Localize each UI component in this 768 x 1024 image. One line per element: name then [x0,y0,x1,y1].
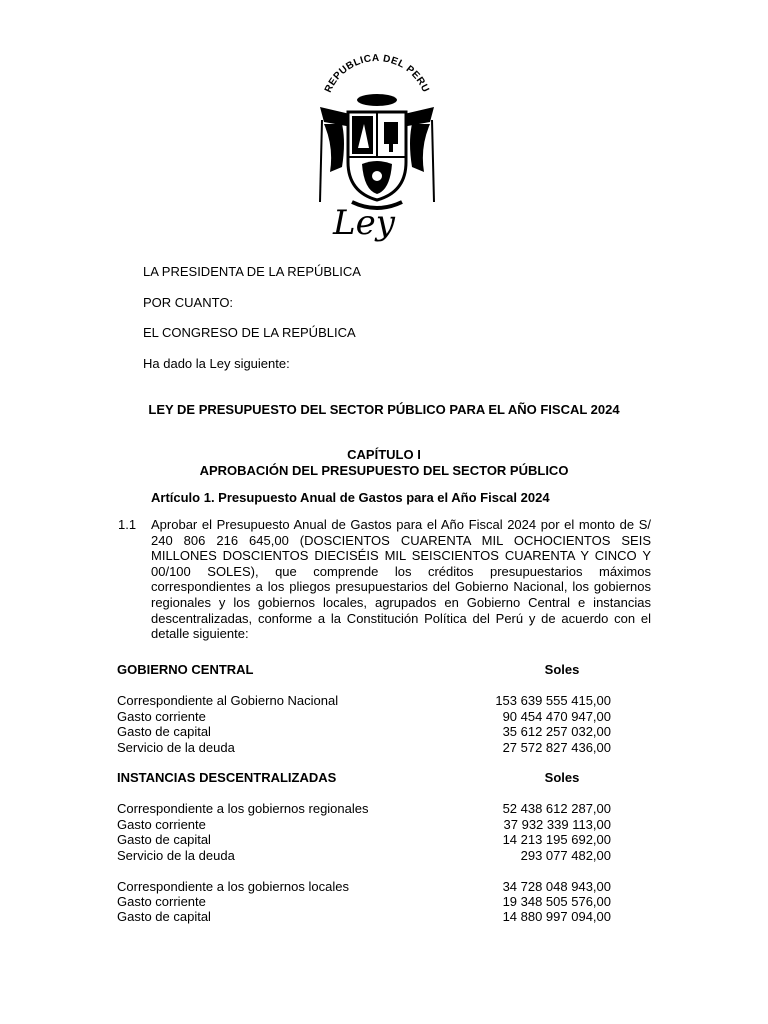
row-label: Correspondiente a los gobiernos locales [117,879,349,894]
table-row [117,848,611,864]
table-row [117,709,611,725]
table-row [117,832,611,848]
coat-of-arms-seal [312,52,442,212]
row-value: 14 880 997 094,00 [502,909,611,924]
table-row [117,894,611,910]
document-type-title: Ley [333,203,395,243]
table-row [117,909,611,925]
column-heading: Soles [544,770,580,785]
row-value: 90 454 470 947,00 [502,709,611,724]
row-value: 153 639 555 415,00 [495,693,611,708]
section-header-central [117,662,597,678]
seal-arc-text: REPUBLICA DEL PERU [322,52,432,95]
row-value: 52 438 612 287,00 [502,801,611,816]
table-row [117,801,611,817]
table-row [117,693,611,709]
chapter-number: CAPÍTULO I [347,447,421,462]
preamble-line-4: Ha dado la Ley siguiente: [143,356,290,371]
preamble-line-1: LA PRESIDENTA DE LA REPÚBLICA [143,264,361,279]
table-row [117,879,611,895]
law-title: LEY DE PRESUPUESTO DEL SECTOR PÚBLICO PARA EL AÑO FISCAL 2024 [148,402,620,417]
row-label: Gasto de capital [117,724,211,739]
svg-text:REPUBLICA DEL PERU [323,53,431,94]
clause-number: 1.1 [118,517,137,532]
column-heading: Soles [544,662,580,677]
section-header-decentralized [117,770,597,786]
row-value: 19 348 505 576,00 [502,894,611,909]
row-value: 35 612 257 032,00 [502,724,611,739]
section-heading: GOBIERNO CENTRAL [117,662,254,677]
row-label: Gasto corriente [117,817,206,832]
row-label: Correspondiente al Gobierno Nacional [117,693,339,708]
table-row [117,740,611,756]
table-row [117,817,611,833]
row-value: 14 213 195 692,00 [502,832,611,847]
row-value: 293 077 482,00 [520,848,611,863]
preamble-line-3: EL CONGRESO DE LA REPÚBLICA [143,325,356,340]
preamble-line-2: POR CUANTO: [143,295,234,310]
row-label: Gasto de capital [117,909,211,924]
row-value: 27 572 827 436,00 [502,740,611,755]
chapter-name: APROBACIÓN DEL PRESUPUESTO DEL SECTOR PÚBLICO [199,463,569,478]
table-row [117,724,611,740]
row-label: Gasto corriente [117,894,206,909]
row-label: Servicio de la deuda [117,848,235,863]
row-value: 37 932 339 113,00 [503,817,611,832]
row-label: Gasto de capital [117,832,211,847]
row-label: Gasto corriente [117,709,206,724]
section-heading: INSTANCIAS DESCENTRALIZADAS [117,770,337,785]
article-heading: Artículo 1. Presupuesto Anual de Gastos para el Año Fiscal 2024 [151,490,550,505]
row-label: Correspondiente a los gobiernos regionales [117,801,369,816]
row-value: 34 728 048 943,00 [502,879,611,894]
clause-text: Aprobar el Presupuesto Anual de Gastos para el Año Fiscal 2024 por el monto de S/ 240 806 216 645,00 (DOSCIENTOS CUARENTA MIL OCHOCIENTOS SEIS MILLONES DOSCIENTOS DIECISÉIS MIL SEISCIENTOS CUARENTA Y CINCO Y 00/100 SOLES), que comprende los créditos presupuestarios máximos correspondientes a los pliegos presupuestarios del Gobierno Nacional, los gobiernos regionales y los gobiernos locales, agrupados en Gobierno Central e instancias descentralizadas, conforme a la Constitución Política del Perú y de acuerdo con el detalle siguiente: [151,517,651,642]
row-label: Servicio de la deuda [117,740,235,755]
